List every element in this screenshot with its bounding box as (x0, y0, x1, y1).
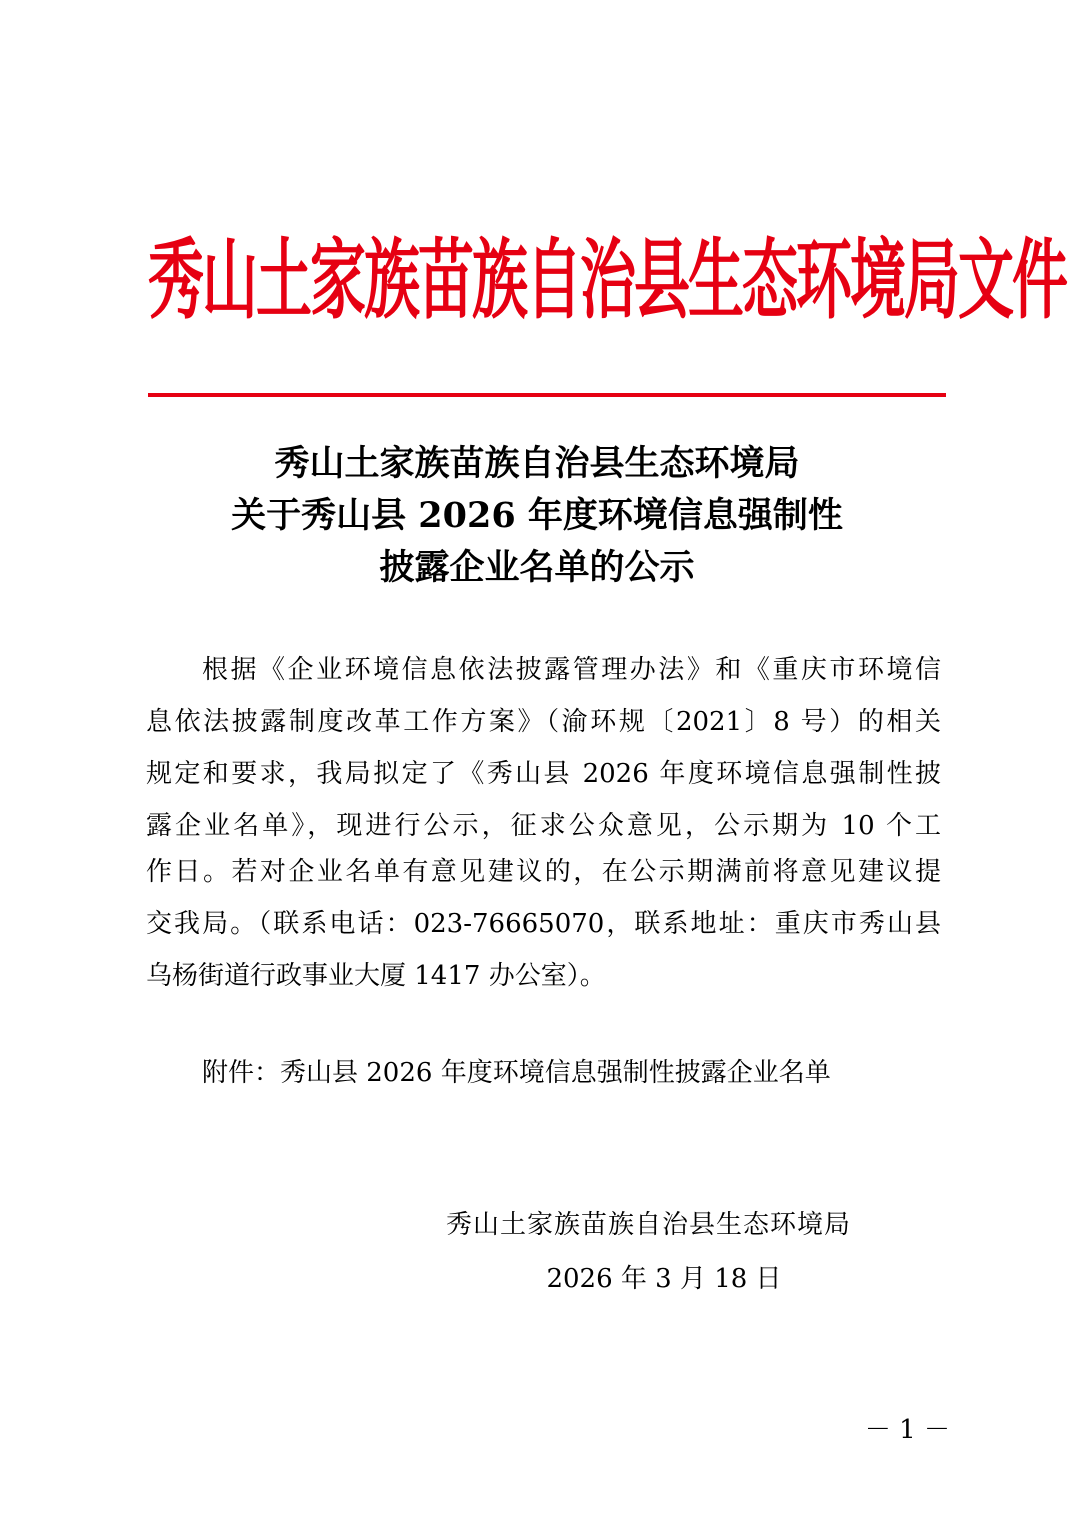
notice-title-line-1: 秀山土家族苗族自治县生态环境局 (274, 443, 800, 484)
body-paragraph-line: 规定和要求，我局拟定了《秀山县 2026 年度环境信息强制性披 (146, 759, 941, 789)
body-paragraph-line: 息依法披露制度改革工作方案》（渝环规〔2021〕8 号）的相关 (146, 707, 941, 737)
body-paragraph-line: 根据《企业环境信息依法披露管理办法》和《重庆市环境信 (202, 655, 941, 685)
body-paragraph-line: 乌杨街道行政事业大厦 1417 办公室）。 (146, 961, 606, 991)
page-number: － 1 － (864, 1415, 950, 1445)
signature-date: 2026 年 3 月 18 日 (546, 1264, 782, 1294)
body-paragraph-line: 作日。若对企业名单有意见建议的，在公示期满前将意见建议提 (146, 857, 941, 887)
body-paragraph-line: 露企业名单》，现进行公示，征求公众意见，公示期为 10 个工 (146, 811, 941, 841)
masthead-red-rule (148, 393, 946, 397)
notice-title-line-2: 关于秀山县 2026 年度环境信息强制性 (231, 495, 843, 536)
body-paragraph-line: 交我局。（联系电话：023-76665070，联系地址：重庆市秀山县 (146, 909, 941, 939)
signature-organization: 秀山土家族苗族自治县生态环境局 (446, 1210, 852, 1240)
masthead-title: 秀山土家族苗族自治县生态环境局文件 (148, 230, 1066, 332)
notice-title-line-3: 披露企业名单的公示 (379, 547, 695, 588)
attachment-line: 附件：秀山县 2026 年度环境信息强制性披露企业名单 (202, 1058, 831, 1088)
